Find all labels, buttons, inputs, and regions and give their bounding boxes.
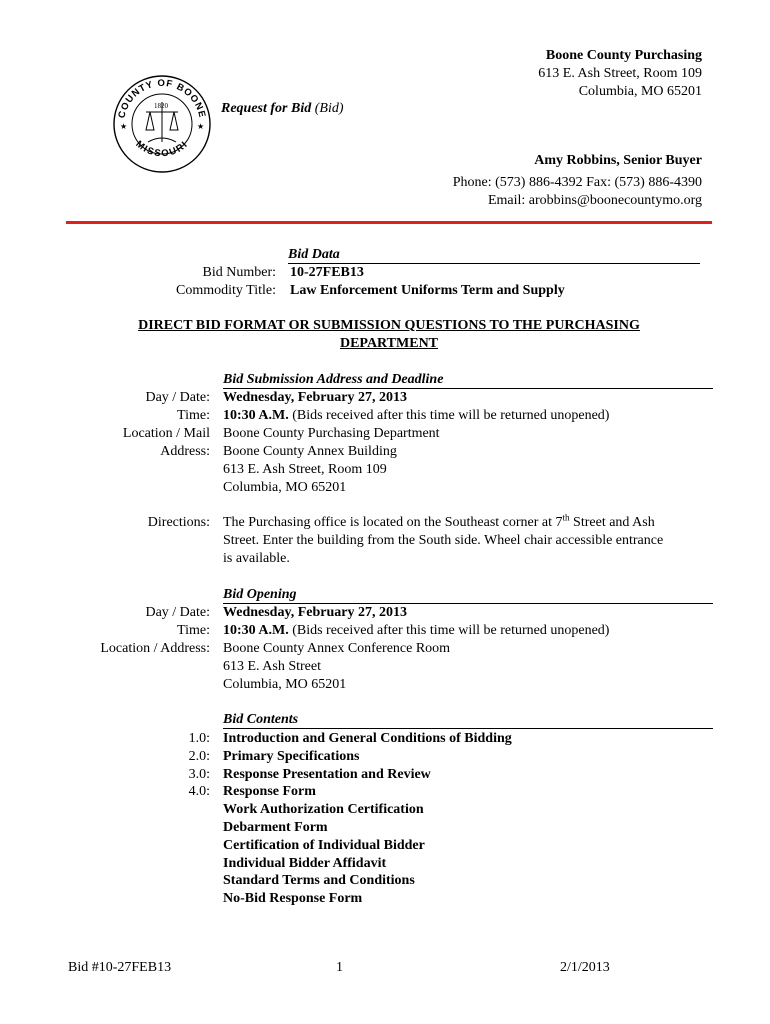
contents-item-number: 2.0: <box>188 748 210 764</box>
contents-item: Primary Specifications <box>223 748 360 764</box>
contents-item: Work Authorization Certification <box>223 802 424 818</box>
footer-page-number: 1 <box>336 960 343 975</box>
commodity-title-value: Law Enforcement Uniforms Term and Supply <box>290 283 565 298</box>
contents-item: Individual Bidder Affidavit <box>223 855 387 871</box>
buyer-name: Amy Robbins, Senior Buyer <box>534 153 702 168</box>
submission-time-bold: 10:30 A.M. <box>223 408 289 423</box>
commodity-title-label: Commodity Title: <box>176 283 276 298</box>
directions-text-post: Street and Ash <box>569 515 655 530</box>
org-city: Columbia, MO 65201 <box>578 84 702 99</box>
contents-item: Debarment Form <box>223 820 328 835</box>
submission-time-note: (Bids received after this time will be returned unopened) <box>288 408 610 423</box>
submission-heading: Bid Submission Address and Deadline <box>223 371 713 389</box>
contents-item-number: 3.0: <box>188 766 210 782</box>
submission-time-label: Time: <box>177 408 210 423</box>
contents-item: Certification of Individual Bidder <box>223 837 425 853</box>
submission-address-line-3: 613 E. Ash Street, Room 109 <box>223 462 387 477</box>
county-seal-logo <box>110 72 214 176</box>
buyer-email: Email: arobbins@boonecountymo.org <box>487 193 702 208</box>
opening-time-value <box>223 622 609 640</box>
opening-address-line-1: Boone County Annex Conference Room <box>223 641 451 656</box>
svg-text:★: ★ <box>120 122 128 131</box>
submission-address-label: Address: <box>160 444 210 459</box>
directions-superscript: th <box>562 512 570 523</box>
opening-time-bold: 10:30 A.M. <box>223 623 289 638</box>
contents-item-number: 4.0: <box>188 784 210 800</box>
buyer-phone: Phone: (573) 886-4392 Fax: (573) 886-4390 <box>452 175 702 190</box>
header-divider <box>66 221 712 224</box>
contents-item: Response Presentation and Review <box>223 766 431 782</box>
submission-address-line-4: Columbia, MO 65201 <box>223 480 347 495</box>
directions-line-2: Street. Enter the building from the South side. Wheel chair accessible entrance <box>223 533 664 548</box>
svg-text:1820: 1820 <box>154 102 168 110</box>
submission-location-label: Location / Mail <box>122 426 210 441</box>
bid-number-label: Bid Number: <box>202 265 276 280</box>
contents-item: Response Form <box>223 784 316 800</box>
contents-item: Introduction and General Conditions of Bidding <box>223 731 512 746</box>
footer-bid-number: Bid #10-27FEB13 <box>68 960 172 975</box>
direct-notice-line2: DEPARTMENT <box>339 336 439 351</box>
submission-time-value <box>223 407 609 425</box>
opening-address-line-2: 613 E. Ash Street <box>223 659 321 674</box>
opening-address-line-3: Columbia, MO 65201 <box>223 677 347 692</box>
doc-type-paren: (Bid) <box>311 101 344 116</box>
directions-line-3: is available. <box>223 551 290 566</box>
doc-type-title: Request for Bid <box>221 101 312 116</box>
org-name: Boone County Purchasing <box>545 48 702 63</box>
org-street: 613 E. Ash Street, Room 109 <box>538 66 702 81</box>
svg-text:★: ★ <box>197 122 205 131</box>
contents-item: No-Bid Response Form <box>223 891 363 907</box>
submission-address-line-2: Boone County Annex Building <box>223 444 397 459</box>
submission-day-value: Wednesday, February 27, 2013 <box>223 390 407 405</box>
directions-label: Directions: <box>147 515 210 530</box>
direct-notice <box>66 317 712 353</box>
svg-text:COUNTY OF BOONE: COUNTY OF BOONE <box>116 77 208 120</box>
footer-date: 2/1/2013 <box>560 960 610 975</box>
direct-notice-line1: DIRECT BID FORMAT OR SUBMISSION QUESTIONS TO THE PURCHASING <box>138 318 640 333</box>
opening-time-label: Time: <box>177 623 210 638</box>
contents-heading: Bid Contents <box>223 711 713 729</box>
directions-line-1 <box>223 514 655 532</box>
opening-day-value: Wednesday, February 27, 2013 <box>223 605 407 620</box>
opening-location-label: Location / Address: <box>100 641 210 656</box>
svg-text:MISSOURI: MISSOURI <box>133 138 191 160</box>
contents-item: Standard Terms and Conditions <box>223 873 415 889</box>
submission-day-label: Day / Date: <box>145 390 210 405</box>
opening-day-label: Day / Date: <box>145 605 210 620</box>
bid-number-value: 10-27FEB13 <box>290 265 364 280</box>
contents-item-number: 1.0: <box>188 731 210 746</box>
directions-text-pre: The Purchasing office is located on the Southeast corner at 7 <box>223 515 563 530</box>
opening-time-note: (Bids received after this time will be returned unopened) <box>288 623 610 638</box>
opening-heading: Bid Opening <box>223 586 713 604</box>
submission-address-line-1: Boone County Purchasing Department <box>223 426 440 441</box>
bid-data-heading: Bid Data <box>288 246 700 264</box>
doc-type <box>221 100 344 118</box>
